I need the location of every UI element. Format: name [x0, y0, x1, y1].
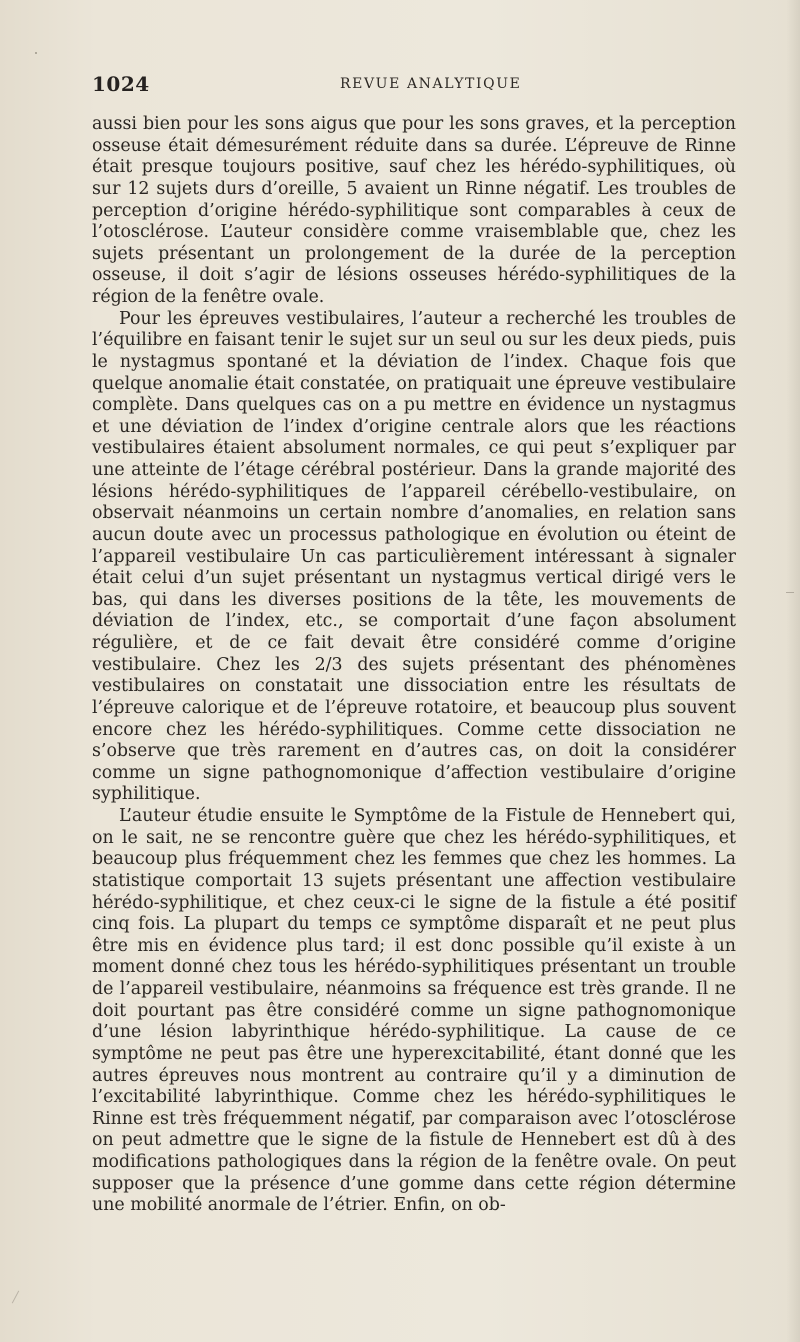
pencil-mark: [12, 1291, 19, 1304]
speck-mark: [35, 52, 37, 54]
page-header: [92, 72, 742, 102]
body-text: [92, 114, 736, 1217]
paragraph-hennebert-sign: L’auteur étudie ensuite le Symptôme de la Fistule de Hennebert qui, on le sait, ne se rencontre guère que chez les hérédo-syphilitiques, et beaucoup plus fréquemment chez les femmes que chez les hommes. La statistique comportait 13 sujets présentant une affection vestibulaire hérédo-syphilitique, et chez ceux-ci le signe de la fistule a été positif cinq fois. La plupart du temps ce symptôme disparaît et ne peut plus être mis en évidence plus tard; il est donc possible qu’il existe à un moment donné chez tous les hérédo-syphilitiques présentant un trouble de l’appareil vestibulaire, néanmoins sa fréquence est très grande. Il ne doit pourtant pas être considéré comme un signe pathognomonique d’une lésion labyrinthique hérédo-syphilitique. La cause de ce symptôme ne peut pas être une hyperexcitabilité, étant donné que les autres épreuves nous montrent au contraire qu’il y a diminution de l’excitabilité labyrinthique. Comme chez les hérédo-syphilitiques le Rinne est très fréquemment négatif, par comparaison avec l’otosclérose on peut admettre que le signe de la fistule de Hennebert est dû à des modifications pathologiques dans la région de la fenêtre ovale. On peut supposer que la présence d’une gomme dans cette région détermine une mobilité anormale de l’étrier. Enfin, on ob-: [92, 806, 736, 1216]
paragraph-vestibular-tests: Pour les épreuves vestibulaires, l’auteur a recherché les troubles de l’équilibre en faisant tenir le sujet sur un seul ou sur les deux pieds, puis le nystagmus spontané et la déviation de l’index. Chaque fois que quelque anomalie était constatée, on pratiquait une épreuve vestibulaire complète. Dans quelques cas on a pu mettre en évidence un nystagmus et une déviation de l’index d’origine centrale alors que les réactions vestibulaires étaient absolument normales, ce qui peut s’expliquer par une atteinte de l’étage cérébral postérieur. Dans la grande majorité des lésions hérédo-syphilitiques de l’appareil cérébello-vestibulaire, on observait néanmoins un certain nombre d’anomalies, en relation sans aucun doute avec un processus pathologique en évolution ou éteint de l’appareil vestibulaire Un cas particulièrement intéressant à signaler était celui d’un sujet présentant un nystagmus vertical dirigé vers le bas, qui dans les diverses positions de la tête, les mouvements de déviation de l’index, etc., se comportait d’une façon absolument régulière, et de ce fait devait être considéré comme d’origine vestibulaire. Chez les 2/3 des sujets présentant des phénomènes vestibulaires on constatait une dissociation entre les résultats de l’épreuve calorique et de l’épreuve rotatoire, et beaucoup plus souvent encore chez les hérédo-syphilitiques. Comme cette dissociation ne s’observe que très rarement en d’autres cas, on doit la considérer comme un signe pathognomonique d’affection vestibulaire d’origine syphilitique.: [92, 308, 736, 805]
running-head: REVUE ANALYTIQUE: [340, 76, 522, 92]
paragraph-continued: aussi bien pour les sons aigus que pour les sons graves, et la perception osseuse était démesurément réduite dans sa durée. L’épreuve de Rinne était presque toujours positive, sauf chez les hérédo-syphilitiques, où sur 12 sujets durs d’oreille, 5 avaient un Rinne négatif. Les troubles de perception d’origine hérédo-syphilitique sont comparables à ceux de l’otosclérose. L’auteur considère comme vraisemblable que, chez les sujets présentant un prolongement de la durée de la perception osseuse, il doit s’agir de lésions osseuses hérédo-syphilitiques de la région de la fenêtre ovale.: [92, 114, 736, 307]
margin-mark: [786, 592, 794, 593]
page-number: 1024: [92, 72, 150, 96]
page-edge-shadow: [786, 0, 800, 1342]
